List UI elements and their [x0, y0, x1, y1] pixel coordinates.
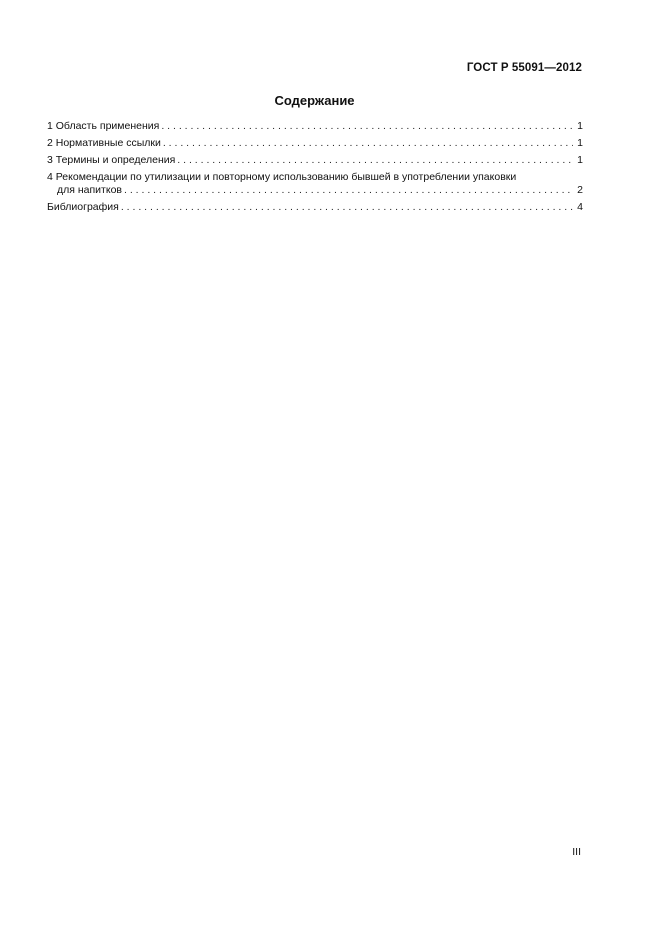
toc-entry-continuation: для напитков — [57, 184, 122, 196]
toc-leader-dots — [161, 120, 573, 133]
toc-entry-page: 2 — [577, 184, 583, 196]
toc-entry-label: 1 Область применения — [47, 120, 160, 132]
toc-entry-page: 1 — [577, 154, 583, 166]
toc-leader-dots — [121, 201, 573, 214]
toc-entry-page: 1 — [577, 137, 583, 149]
toc-entry[interactable] — [47, 171, 583, 197]
toc-leader-dots — [163, 137, 573, 150]
page-number: III — [572, 846, 581, 858]
toc-title: Содержание — [274, 93, 355, 108]
toc-entry-page: 1 — [577, 120, 583, 132]
toc-entry[interactable] — [47, 120, 583, 133]
table-of-contents — [47, 120, 583, 218]
toc-entry-label: 2 Нормативные ссылки — [47, 137, 161, 149]
toc-leader-dots — [124, 184, 573, 197]
toc-leader-dots — [177, 154, 573, 167]
toc-entry-page: 4 — [577, 201, 583, 213]
toc-entry-label: 4 Рекомендации по утилизации и повторному использованию бывшей в употреблении упаковки — [47, 171, 517, 183]
toc-entry-label: Библиография — [47, 201, 119, 213]
toc-entry[interactable] — [47, 137, 583, 150]
toc-entry[interactable] — [47, 154, 583, 167]
toc-entry-continuation-line — [47, 184, 583, 197]
toc-entry-label: 3 Термины и определения — [47, 154, 176, 166]
toc-entry[interactable] — [47, 201, 583, 214]
document-code: ГОСТ Р 55091—2012 — [466, 62, 582, 74]
